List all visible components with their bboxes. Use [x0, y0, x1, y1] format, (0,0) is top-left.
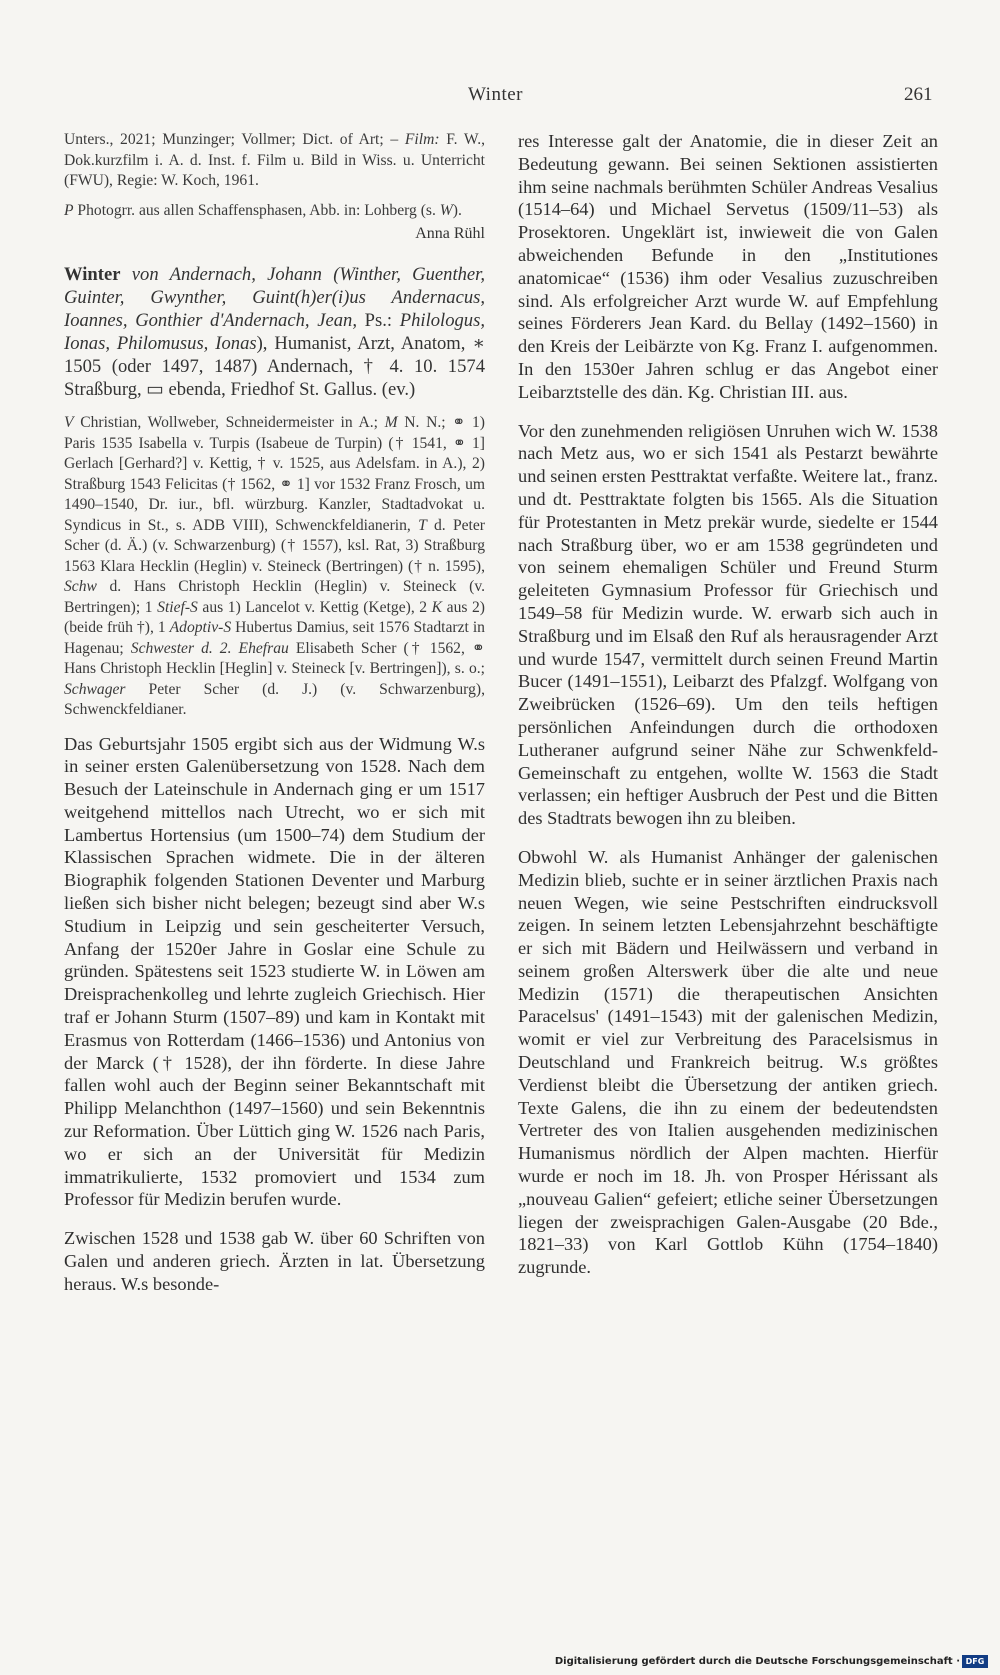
- paragraph-3: Vor den zunehmenden religiösen Unruhen wich W. 1538 nach Metz aus, wo er sich 1541 als Pestarzt bewährte und seinen ersten Pesttraktat verfaßte. Weitere lat., franz. und dt. Pesttraktate folgten bis 1565. Als die Situation für Protestanten in Metz prekär wurde, siedelte er 1544 nach Straßburg über, wo er am 1538 gegründeten und von seinem ehemaligen Schüler und Freund Sturm geleiteten Gymnasium Professor für Griechisch und 1549–58 für Medizin wurde. W. erwarb sich auch in Straßburg und im Elsaß den Ruf als herausragender Arzt und wurde 1547, vermittelt durch seinen Freund Martin Bucer (1491–1551), Leibarzt des Pfalzgf. Wolfgang von Zweibrücken (1526–69). Um den teils heftigen persönlichen Anfeindungen durch die orthodoxen Lutheraner aufgrund seiner Nähe zur Schwenkfeld-Gemeinschaft zu entgehen, wollte W. 1563 die Stadt verlassen; ein heftiger Ausbruch der Pest und die Bitten des Stadtrats bewogen ihn zu bleiben.: [518, 420, 938, 829]
- dfg-logo: DFG: [962, 1655, 988, 1668]
- page-number: 261: [904, 84, 933, 105]
- previous-entry-literature: Unters., 2021; Munzinger; Vollmer; Dict. of Art; – Film: F. W., Dok.kurzfilm i. A. d. Inst. f. Film u. Bild in Wiss. u. Unterricht (FWU), Regie: W. Koch, 1961.: [64, 131, 486, 189]
- entry-surname: Winter: [64, 264, 121, 285]
- entry-heading: Winter von Andernach, Johann (Winther, Guenther, Guinter, Gwynther, Guint(h)er(i)us Andernacus, Ioannes, Gonthier d'Andernach, Jean, Ps.: Philologus, Ionas, Philomusus, Ionas), Humanist, Arzt, Anatom, ∗ 1505 (oder 1497, 1487) Andernach, † 4. 10. 1574 Straßburg, ▭ ebenda, Friedhof St. Gallus. (ev.): [64, 264, 485, 400]
- left-column: [64, 130, 485, 1296]
- paragraph-1: Das Geburtsjahr 1505 ergibt sich aus der Widmung W.s in seiner ersten Galenübersetzung von 1528. Nach dem Besuch der Lateinschule in Andernach ging er um 1517 weitgehend mittellos nach Utrecht, wo er sich mit Lambertus Hortensius (um 1500–74) dem Studium der Klassischen Sprachen widmete. Die in der älteren Biographik folgenden Stationen Deventer und Marburg ließen sich bisher nicht belegen; bezeugt sind aber W.s Studium in Leipzig und sein gescheiterter Versuch, Anfang der 1520er Jahre in Goslar eine Schule zu gründen. Spätestens seit 1523 studierte W. in Löwen am Dreisprachenkolleg und lehrte zugleich Griechisch. Hier traf er Johann Sturm (1507–89) und kam in Kontakt mit Erasmus von Rotterdam (1466–1536) und Antonius von der Marck († 1528), der ihn förderte. In diese Jahre fallen wohl auch der Beginn seiner Bekanntschaft mit Philipp Melanchthon (1497–1560) und sein Bekenntnis zur Reformation. Über Lüttich ging W. 1526 nach Paris, wo er sich an der Universität für Medizin immatrikulierte, 1532 promoviert und 1534 zum Professor für Medizin berufen wurde.: [64, 733, 485, 1210]
- previous-entry-portraits: P Photogrr. aus allen Schaffensphasen, Abb. in: Lohberg (s. W).: [64, 201, 462, 219]
- previous-entry-author: Anna Rühl: [415, 225, 485, 242]
- running-head: [0, 84, 1000, 112]
- footer-credit: Digitalisierung gefördert durch die Deutsche Forschungsgemeinschaft ·: [554, 1656, 960, 1667]
- paragraph-4: Obwohl W. als Humanist Anhänger der galenischen Medizin blieb, suchte er in seiner ärztlichen Praxis nach neuen Wegen, wie seine Pestschriften eindrucksvoll zeigen. In seinem letzten Lebensjahrzehnt beschäftigte er sich mit Bädern und Heilwässern und verband in seinem großen Alterswerk über die alte und neue Medizin (1571) die therapeutischen Ansichten Paracelsus' (1491–1543) mit der galenischen Medizin, womit er viel zur Verbreitung des Paracelsismus in Deutschland und Frankreich beitrug. W.s größtes Verdienst bleibt die Übersetzung der antiken griech. Texte Galens, die ihn zu einem der bedeutendsten Vertreter des von Italien ausgehenden medizinischen Humanismus nördlich der Alpen machten. Hierfür wurde er noch im 18. Jh. von Prosper Hérissant als „nouveau Galien“ gefeiert; etliche seiner Übersetzungen liegen der zweisprachigen Galen-Ausgabe (20 Bde., 1821–33) von Karl Gottlob Kühn (1754–1840) zugrunde.: [518, 846, 938, 1278]
- digitization-footer: [0, 1655, 1000, 1673]
- paragraph-2-start: Zwischen 1528 und 1538 gab W. über 60 Schriften von Galen und anderen griech. Ärzten in lat. Übersetzung heraus. W.s besonde-: [64, 1228, 485, 1294]
- running-head-title: Winter: [468, 84, 523, 105]
- paragraph-2-continued: res Interesse galt der Anatomie, die in dieser Zeit an Bedeutung gewann. Bei seinen Sektionen assistierten ihm seine nachmals berühmten Schüler Andreas Vesalius (1514–64) und Michael Servetus (1509/11–53) als Prosektoren. Ungeklärt ist, inwieweit die von Galen abweichenden Befunde in den „Institutiones anatomicae“ (1536) ihm oder Vesalius zuzuschreiben sind. Als erfolgreicher Arzt wurde W. auf Empfehlung seines Förderers Jean Kard. du Bellay (1492–1560) in den Kreis der Leibärzte von Kg. Franz I. aufgenommen. In den 1530er Jahren schlug er das Angebot einer Leibarztstelle des dän. Kg. Christian III. aus.: [518, 131, 938, 402]
- right-column: [518, 130, 938, 1279]
- genealogy: V Christian, Wollweber, Schneidermeister in A.; M N. N.; ⚭ 1) Paris 1535 Isabella v. Turpis (Isabeue de Turpin) († 1541, ⚭ 1] Gerlach [Gerhard?] v. Kettig, † v. 1525, aus Adelsfam. in A.), 2) Straßburg 1543 Felicitas († 1562, ⚭ 1] vor 1532 Franz Frosch, um 1490–1540, Dr. iur., bfl. würzburg. Kanzler, Stadtadvokat u. Syndicus in St., s. ADB VIII), Schwenckfeldianerin, T d. Peter Scher (d. Ä.) (v. Schwarzenburg) († 1557), ksl. Rat, 3) Straßburg 1563 Klara Hecklin (Heglin) v. Steineck (Bertringen) († n. 1595), Schw d. Hans Christoph Hecklin (Heglin) v. Steineck (v. Bertringen); 1 Stief-S aus 1) Lancelot v. Kettig (Ketge), 2 K aus 2) (beide früh †), 1 Adoptiv-S Hubertus Damius, seit 1576 Stadtarzt in Hagenau; Schwester d. 2. Ehefrau Elisabeth Scher († 1562, ⚭ Hans Christoph Hecklin [Heglin] v. Steineck [v. Bertringen]), s. o.; Schwager Peter Scher (d. J.) (v. Schwarzenburg), Schwenckfeldianer.: [64, 414, 485, 718]
